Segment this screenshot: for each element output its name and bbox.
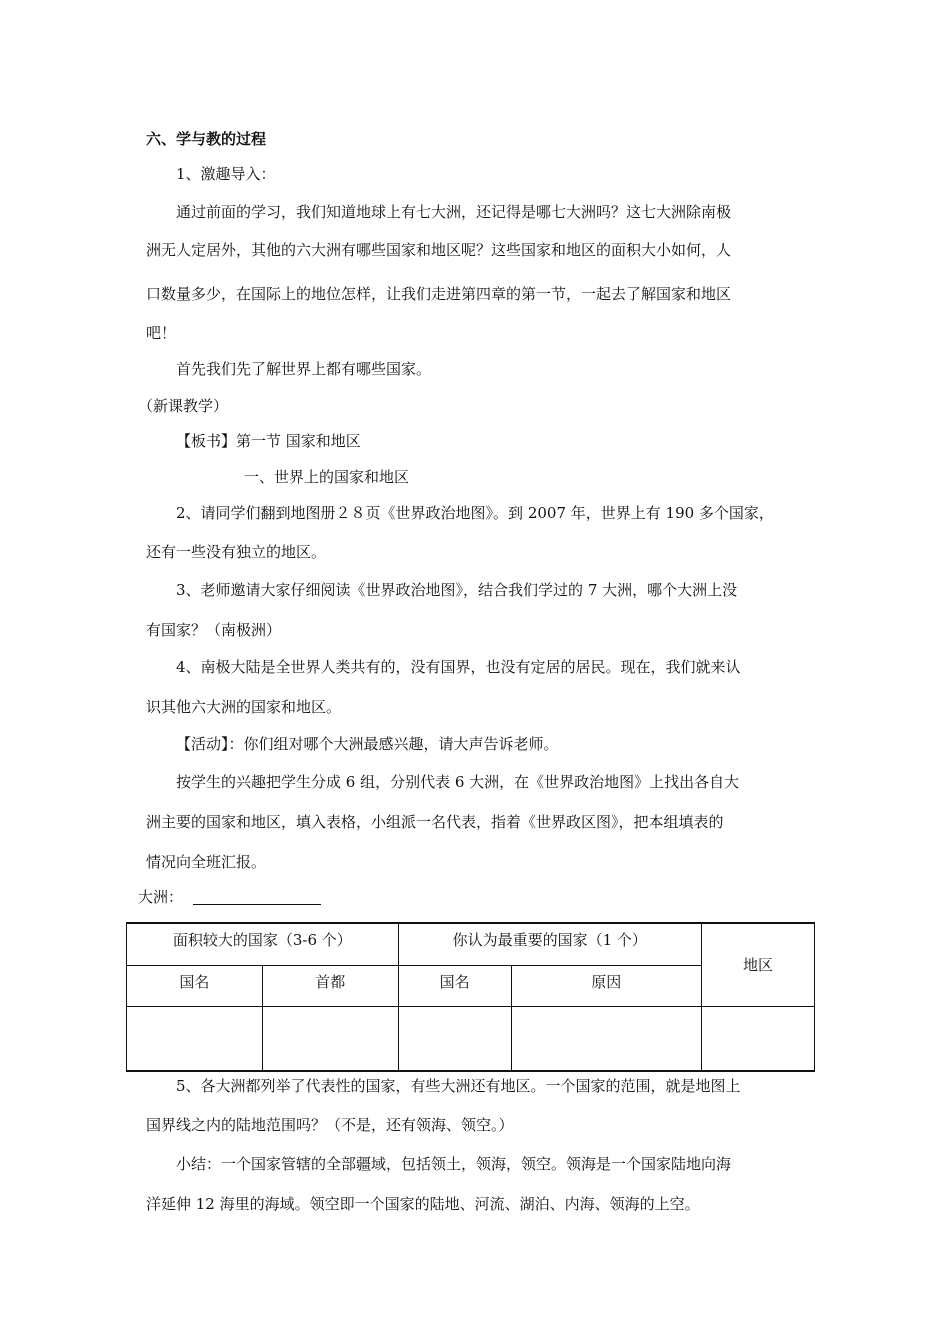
step1-title: 1、激趣导入：	[176, 165, 276, 183]
col-country-name-2: 国名	[398, 966, 511, 1007]
summary-line-1: 小结：一个国家管辖的全部疆域，包括领土，领海，领空。领海是一个国家陆地向海	[176, 1155, 732, 1173]
step5-line-1: 5、各大洲都列举了代表性的国家，有些大洲还有地区。一个国家的范围，就是地图上	[176, 1077, 741, 1095]
intro-line-4: 吧！	[146, 324, 177, 342]
cell-region[interactable]	[701, 1007, 814, 1072]
grouping-line-1: 按学生的兴趣把学生分成 6 组，分别代表 6 大洲，在《世界政治地图》上找出各自大	[176, 773, 740, 791]
step3-line-1: 3、老师邀请大家仔细阅读《世界政治地图》，结合我们学过的 7 大洲，哪个大洲上没	[176, 581, 738, 599]
cell-capital[interactable]	[262, 1007, 398, 1072]
step5-line-2: 国界线之内的陆地范围吗？（不是，还有领海、领空。）	[146, 1116, 514, 1134]
first-understand: 首先我们先了解世界上都有哪些国家。	[176, 360, 432, 378]
board-title: 【板书】第一节 国家和地区	[176, 432, 361, 450]
header-region: 地区	[701, 923, 814, 1007]
section-heading: 六、学与教的过程	[146, 130, 267, 148]
intro-line-1: 通过前面的学习，我们知道地球上有七大洲，还记得是哪七大洲吗？这七大洲除南极	[176, 203, 732, 221]
step3-line-2: 有国家？（南极洲）	[146, 621, 282, 639]
header-large-countries: 面积较大的国家（3-6 个）	[127, 923, 399, 966]
col-reason: 原因	[511, 966, 701, 1007]
intro-line-2: 洲无人定居外，其他的六大洲有哪些国家和地区呢？这些国家和地区的面积大小如何，人	[146, 241, 732, 259]
intro-line-3: 口数量多少，在国际上的地位怎样，让我们走进第四章的第一节，一起去了解国家和地区	[146, 285, 732, 303]
header-important-country: 你认为最重要的国家（1 个）	[398, 923, 701, 966]
step2-line-2: 还有一些没有独立的地区。	[146, 543, 327, 561]
cell-country-name-1[interactable]	[127, 1007, 263, 1072]
new-lesson-label: （新课教学）	[138, 397, 229, 415]
continent-table	[126, 922, 815, 1072]
activity-line: 【活动】：你们组对哪个大洲最感兴趣，请大声告诉老师。	[176, 735, 559, 753]
step4-line-1: 4、南极大陆是全世界人类共有的，没有国界，也没有定居的居民。现在，我们就来认	[176, 658, 741, 676]
step2-line-1: 2、请同学们翻到地图册２８页《世界政治地图》。到 2007 年，世界上有 190 多个国家，	[176, 504, 774, 522]
continent-label: 大洲：	[138, 888, 184, 906]
grouping-line-2: 洲主要的国家和地区，填入表格，小组派一名代表，指着《世界政区图》，把本组填表的	[146, 813, 724, 831]
cell-reason[interactable]	[511, 1007, 701, 1072]
board-subtitle: 一、世界上的国家和地区	[244, 468, 410, 486]
step4-line-2: 识其他六大洲的国家和地区。	[146, 698, 342, 716]
continent-blank[interactable]	[193, 904, 321, 905]
col-capital: 首都	[262, 966, 398, 1007]
summary-line-2: 洋延伸 12 海里的海域。领空即一个国家的陆地、河流、湖泊、内海、领海的上空。	[146, 1195, 700, 1213]
col-country-name-1: 国名	[127, 966, 263, 1007]
grouping-line-3: 情况向全班汇报。	[146, 853, 267, 871]
cell-country-name-2[interactable]	[398, 1007, 511, 1072]
